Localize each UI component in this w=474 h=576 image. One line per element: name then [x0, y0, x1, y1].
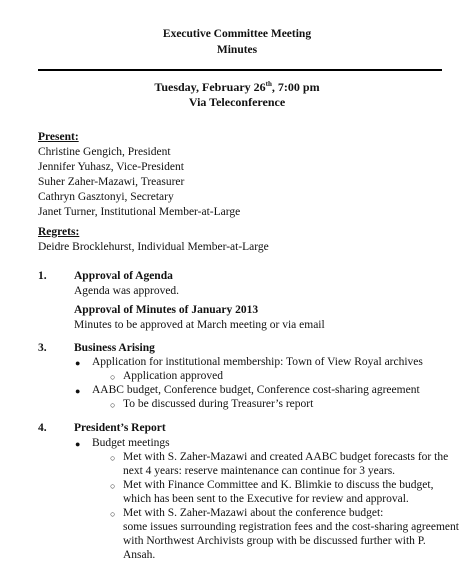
item-title: President’s Report	[74, 422, 166, 434]
sub-bullet-text: Met with Finance Committee and K. Blimkie to discuss the budget,	[123, 479, 434, 491]
sub-bullet-text: with Northwest Archivists group with be discussed further with P.	[123, 535, 426, 547]
document-title: Executive Committee Meeting	[162, 28, 312, 40]
sub-bullet-icon: ○	[110, 372, 116, 382]
item-title: Approval of Agenda	[74, 270, 173, 282]
meeting-location: Via Teleconference	[188, 95, 286, 109]
item-number: 4.	[38, 422, 47, 434]
item-text: Agenda was approved.	[74, 285, 180, 297]
item-number: 1.	[38, 270, 47, 282]
item-text: Minutes to be approved at March meeting or via email	[74, 319, 325, 331]
present-name: Cathryn Gasztonyi, Secretary	[38, 191, 174, 203]
sub-bullet-text: which has been sent to the Executive for review and approval.	[123, 493, 409, 505]
sub-bullet-icon: ○	[110, 509, 116, 519]
meeting-date: Tuesday, February 26th, 7:00 pm	[154, 80, 320, 94]
item-title: Business Arising	[74, 342, 155, 354]
sub-bullet-icon: ○	[110, 481, 116, 491]
regrets-name: Deidre Brocklehurst, Individual Member-at-Large	[38, 241, 269, 253]
sub-bullet-text: Met with S. Zaher-Mazawi and created AABC budget forecasts for the	[123, 451, 449, 463]
sub-bullet-icon: ○	[110, 453, 116, 463]
present-name: Suher Zaher-Mazawi, Treasurer	[38, 176, 185, 188]
header-divider	[38, 69, 442, 71]
regrets-heading: Regrets:	[38, 226, 80, 238]
bullet-icon: ●	[75, 358, 81, 368]
sub-bullet-text: next 4 years: reserve maintenance can continue for 3 years.	[123, 465, 396, 477]
bullet-icon: ●	[75, 386, 81, 396]
bullet-text: Application for institutional membership: Town of View Royal archives	[92, 356, 423, 368]
sub-bullet-text: Ansah.	[123, 549, 156, 561]
present-name: Janet Turner, Institutional Member-at-Large	[38, 206, 241, 218]
present-name: Jennifer Yuhasz, Vice-President	[38, 161, 184, 173]
sub-bullet-text: Application approved	[123, 370, 223, 382]
sub-bullet-text: Met with S. Zaher-Mazawi about the conference budget:	[123, 507, 384, 519]
present-heading: Present:	[38, 131, 79, 143]
item-title: Approval of Minutes of January 2013	[74, 304, 259, 316]
bullet-text: Budget meetings	[92, 437, 170, 449]
document-subtitle: Minutes	[216, 44, 258, 56]
item-number: 3.	[38, 342, 47, 354]
sub-bullet-text: some issues surrounding registration fees and the cost-sharing agreement	[123, 521, 459, 533]
sub-bullet-icon: ○	[110, 400, 116, 410]
bullet-icon: ●	[75, 439, 81, 449]
present-name: Christine Gengich, President	[38, 146, 171, 158]
bullet-text: AABC budget, Conference budget, Conference cost-sharing agreement	[92, 384, 420, 396]
sub-bullet-text: To be discussed during Treasurer’s report	[123, 398, 314, 410]
